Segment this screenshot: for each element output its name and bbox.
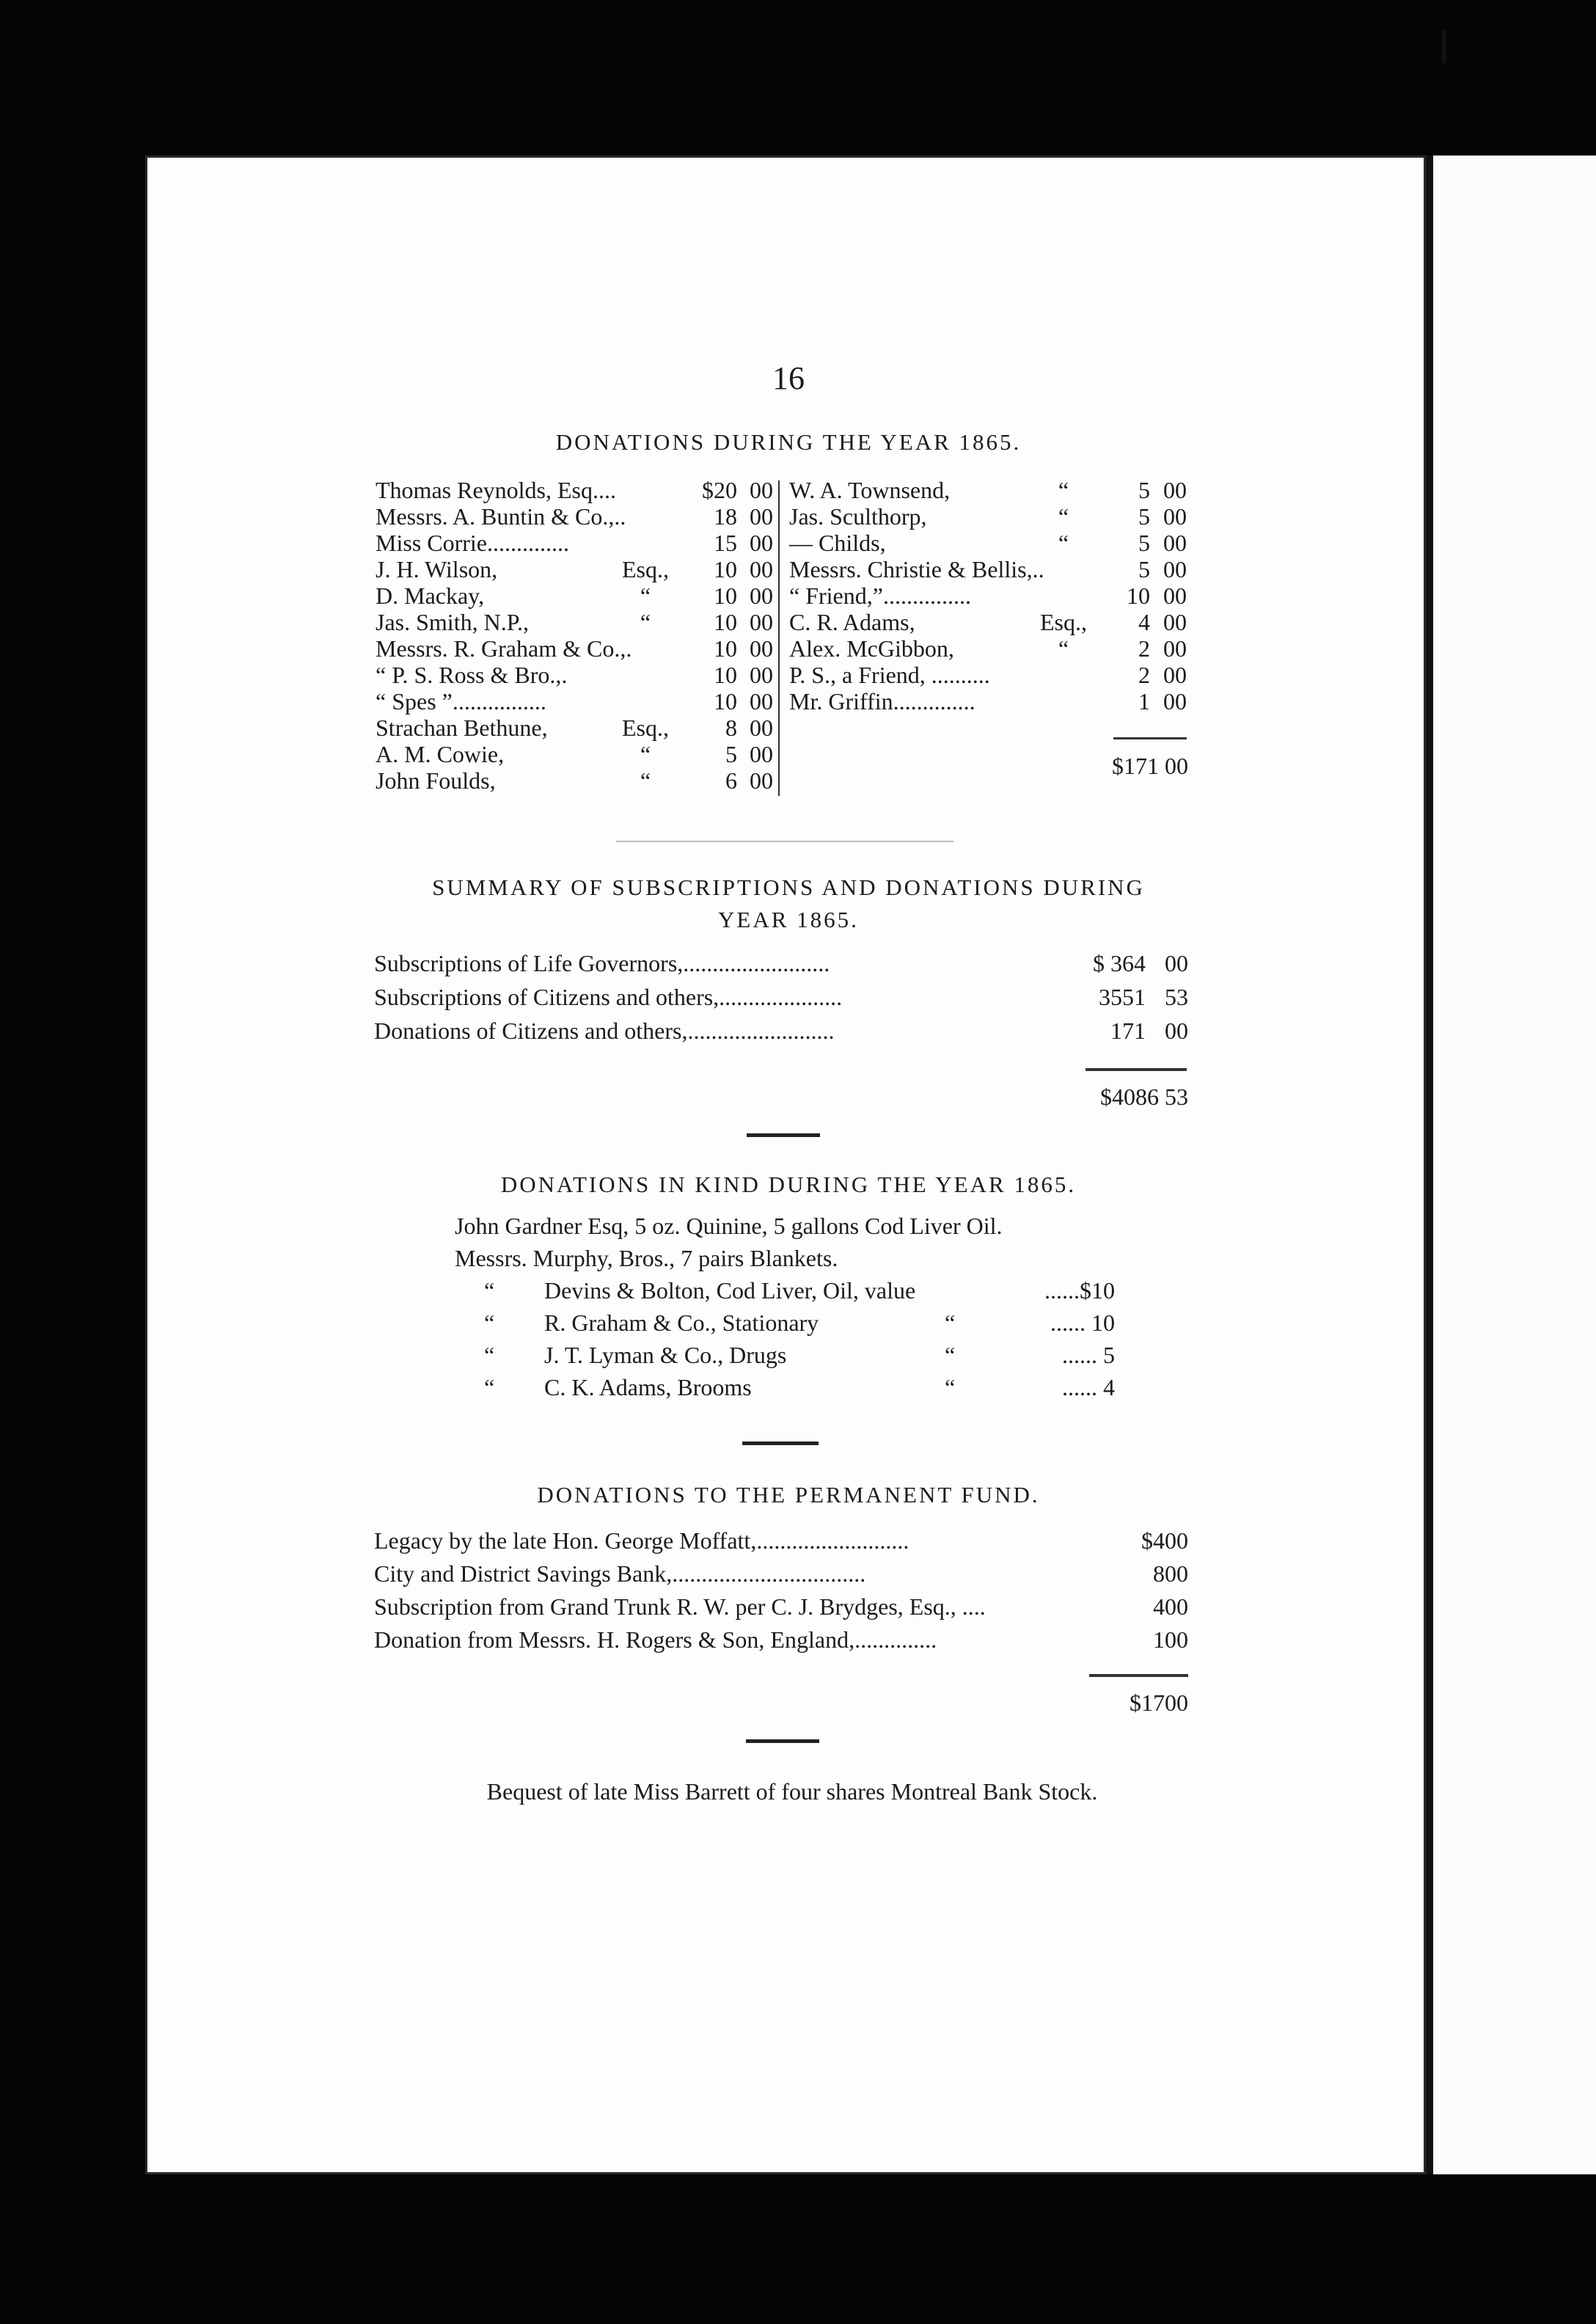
fund-value: 100	[1153, 1626, 1188, 1653]
donation-cents: 00	[750, 635, 773, 662]
donation-dollars: 5	[1138, 556, 1150, 582]
donation-dollars: 18	[714, 503, 737, 530]
donation-dollars: 1	[1138, 688, 1150, 715]
fund-label: Legacy by the late Hon. George Moffatt,..........................	[374, 1527, 909, 1554]
fund-label: Subscription from Grand Trunk R. W. per C. J. Brydges, Esq., ....	[374, 1593, 986, 1620]
section-divider	[742, 1441, 819, 1445]
permanent-fund-total: $1700	[1130, 1689, 1188, 1716]
donation-cents: 00	[1163, 556, 1187, 582]
in-kind-value: ...... 4	[1062, 1374, 1115, 1400]
summary-heading-line1: SUMMARY OF SUBSCRIPTIONS AND DONATIONS DURING	[432, 874, 1145, 900]
donor-name: Strachan Bethune,	[376, 715, 548, 741]
donor-title: Esq.,	[1040, 609, 1087, 635]
donation-cents: 00	[1163, 530, 1187, 556]
donation-dollars: 5	[725, 741, 737, 767]
donor-name: “ Friend,”...............	[789, 582, 971, 609]
donation-dollars: 5	[1138, 477, 1150, 503]
donor-title: Esq.,	[622, 556, 669, 582]
donations-total: $171 00	[1112, 753, 1188, 779]
donor-name: John Foulds,	[376, 767, 496, 794]
donor-name: P. S., a Friend, ..........	[789, 662, 990, 688]
donation-cents: 00	[750, 556, 773, 582]
donation-dollars: 5	[1138, 530, 1150, 556]
donation-dollars: 10	[714, 688, 737, 715]
donation-dollars: $20	[702, 477, 737, 503]
donation-cents: 00	[750, 767, 773, 794]
donation-cents: 00	[750, 609, 773, 635]
donor-name: — Childs,	[789, 530, 886, 556]
donor-name: Alex. McGibbon,	[789, 635, 954, 662]
donor-name: J. H. Wilson,	[376, 556, 498, 582]
donations-total-rule	[1113, 737, 1187, 739]
donor-name: C. R. Adams,	[789, 609, 915, 635]
summary-label: Donations of Citizens and others,.........................	[374, 1017, 835, 1044]
fund-total-rule	[1089, 1674, 1188, 1677]
in-kind-line-2: Messrs. Murphy, Bros., 7 pairs Blankets.	[455, 1245, 838, 1271]
donor-name: Jas. Smith, N.P.,	[376, 609, 529, 635]
donation-dollars: 10	[714, 609, 737, 635]
in-kind-item: J. T. Lyman & Co., Drugs	[544, 1342, 787, 1368]
donor-title: “	[640, 767, 651, 794]
donation-cents: 00	[750, 530, 773, 556]
donation-dollars: 10	[714, 556, 737, 582]
donor-name: “ Spes ”................	[376, 688, 546, 715]
permanent-fund-heading: DONATIONS TO THE PERMANENT FUND.	[537, 1482, 1040, 1508]
donor-title: “	[1058, 477, 1069, 503]
donor-name: D. Mackay,	[376, 582, 485, 609]
donation-cents: 00	[750, 715, 773, 741]
page-number: 16	[772, 360, 805, 396]
ditto-mark: “	[484, 1342, 495, 1368]
donation-dollars: 2	[1138, 662, 1150, 688]
summary-label: Subscriptions of Life Governors,.........................	[374, 950, 830, 976]
ditto-mark: “	[945, 1309, 956, 1336]
fund-value: $400	[1141, 1527, 1188, 1554]
in-kind-value: ...... 5	[1062, 1342, 1115, 1368]
donor-title: “	[640, 582, 651, 609]
bequest-note: Bequest of late Miss Barrett of four shares Montreal Bank Stock.	[486, 1778, 1098, 1805]
donation-cents: 00	[750, 741, 773, 767]
donation-cents: 00	[750, 662, 773, 688]
donor-name: Messrs. R. Graham & Co.,.	[376, 635, 632, 662]
donation-cents: 00	[1163, 662, 1187, 688]
fund-value: 400	[1153, 1593, 1188, 1620]
donor-name: Mr. Griffin..............	[789, 688, 975, 715]
donation-dollars: 8	[725, 715, 737, 741]
summary-cents: 00	[1165, 1017, 1188, 1044]
donation-dollars: 15	[714, 530, 737, 556]
fund-value: 800	[1153, 1560, 1188, 1587]
donor-name: W. A. Townsend,	[789, 477, 951, 503]
summary-cents: 00	[1165, 950, 1188, 976]
summary-dollars: 171	[1110, 1017, 1146, 1044]
donor-name: A. M. Cowie,	[376, 741, 505, 767]
scan-edge-mark	[1442, 29, 1446, 63]
donation-cents: 00	[1163, 609, 1187, 635]
in-kind-value: ......$10	[1044, 1277, 1115, 1304]
fund-label: City and District Savings Bank,.................................	[374, 1560, 866, 1587]
donation-dollars: 10	[714, 635, 737, 662]
summary-total: $4086 53	[1100, 1084, 1188, 1110]
donor-title: “	[1058, 503, 1069, 530]
donor-title: “	[1058, 635, 1069, 662]
summary-dollars: 3551	[1099, 984, 1146, 1010]
donation-cents: 00	[1163, 635, 1187, 662]
section-divider	[616, 841, 953, 842]
fund-label: Donation from Messrs. H. Rogers & Son, England,..............	[374, 1626, 937, 1653]
summary-total-rule	[1086, 1068, 1187, 1071]
donor-title: “	[640, 609, 651, 635]
document-page	[145, 156, 1426, 2174]
donation-cents: 00	[750, 582, 773, 609]
summary-dollars: $ 364	[1093, 950, 1146, 976]
donation-dollars: 10	[714, 582, 737, 609]
donation-cents: 00	[750, 503, 773, 530]
donations-heading: DONATIONS DURING THE YEAR 1865.	[555, 429, 1022, 455]
column-divider	[778, 480, 780, 796]
ditto-mark: “	[945, 1374, 956, 1400]
donation-cents: 00	[1163, 582, 1187, 609]
in-kind-item: Devins & Bolton, Cod Liver, Oil, value	[544, 1277, 916, 1304]
section-divider	[746, 1739, 819, 1743]
in-kind-line-1: John Gardner Esq, 5 oz. Quinine, 5 gallons Cod Liver Oil.	[455, 1213, 1003, 1239]
donor-name: Miss Corrie..............	[376, 530, 569, 556]
donation-cents: 00	[1163, 477, 1187, 503]
section-divider	[747, 1133, 820, 1137]
summary-cents: 53	[1165, 984, 1188, 1010]
donation-dollars: 10	[714, 662, 737, 688]
donor-title: Esq.,	[622, 715, 669, 741]
in-kind-value: ...... 10	[1050, 1309, 1115, 1336]
donor-name: Jas. Sculthorp,	[789, 503, 927, 530]
in-kind-heading: DONATIONS IN KIND DURING THE YEAR 1865.	[500, 1172, 1077, 1197]
donation-cents: 00	[1163, 503, 1187, 530]
summary-label: Subscriptions of Citizens and others,.....................	[374, 984, 843, 1010]
donor-name: Messrs. Christie & Bellis,..	[789, 556, 1044, 582]
donation-dollars: 10	[1127, 582, 1150, 609]
summary-heading-line2: YEAR 1865.	[718, 907, 859, 932]
adjacent-page	[1426, 156, 1596, 2174]
ditto-mark: “	[484, 1374, 495, 1400]
in-kind-item: R. Graham & Co., Stationary	[544, 1309, 819, 1336]
donor-title: “	[1058, 530, 1069, 556]
in-kind-item: C. K. Adams, Brooms	[544, 1374, 752, 1400]
donor-name: Thomas Reynolds, Esq....	[376, 477, 616, 503]
donation-cents: 00	[1163, 688, 1187, 715]
donation-dollars: 4	[1138, 609, 1150, 635]
ditto-mark: “	[484, 1309, 495, 1336]
donor-title: “	[640, 741, 651, 767]
donor-name: “ P. S. Ross & Bro.,.	[376, 662, 568, 688]
donation-cents: 00	[750, 477, 773, 503]
donor-name: Messrs. A. Buntin & Co.,..	[376, 503, 626, 530]
ditto-mark: “	[484, 1277, 495, 1304]
donation-dollars: 2	[1138, 635, 1150, 662]
ditto-mark: “	[945, 1342, 956, 1368]
donation-dollars: 5	[1138, 503, 1150, 530]
donation-dollars: 6	[725, 767, 737, 794]
donation-cents: 00	[750, 688, 773, 715]
